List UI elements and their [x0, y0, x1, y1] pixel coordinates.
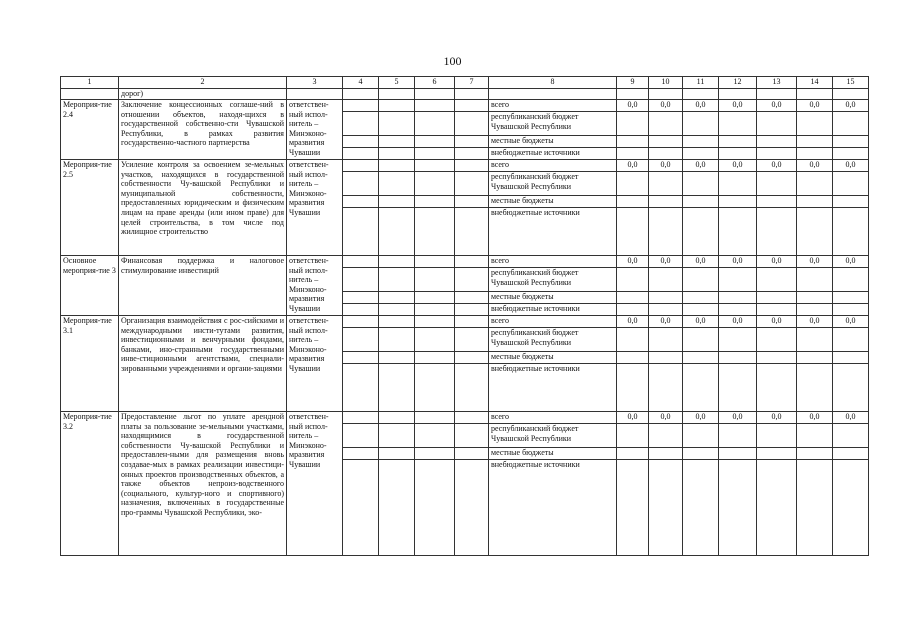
empty-cell	[719, 448, 757, 460]
empty-cell	[617, 328, 649, 352]
empty-cell	[833, 172, 869, 196]
empty-cell	[757, 196, 797, 208]
empty-cell	[343, 352, 379, 364]
empty-cell	[683, 208, 719, 256]
value-cell: 0,0	[683, 316, 719, 328]
empty-cell	[757, 304, 797, 316]
empty-cell	[833, 364, 869, 412]
empty-cell	[683, 112, 719, 136]
empty-cell	[379, 424, 415, 448]
empty-cell	[683, 352, 719, 364]
empty-cell	[415, 148, 455, 160]
empty-cell	[455, 316, 489, 328]
empty-cell	[379, 352, 415, 364]
empty-cell	[649, 448, 683, 460]
empty-cell	[379, 316, 415, 328]
empty-cell	[415, 196, 455, 208]
empty-cell	[455, 268, 489, 292]
measure-name: Заключение концессионных соглаше-ний в отношении объектов, находя-щихся в государственной собственно-сти Чувашской Республики, в рамках развития государственно-частного партнерства	[119, 100, 287, 160]
empty-cell	[343, 100, 379, 112]
empty-cell	[415, 292, 455, 304]
measure-name: Предоставление льгот по уплате арендной платы за пользование зе-мельными участками, находящимися в государственной собственности Чу-вашской Республики и предоставлен-ными для размещения вновь создавае-мых в рамках реализации инвестици-онных проектов производственных объектов, а также объектов непроиз-водственного (социального, культур-ного и спортивного) назначения, включенных в государственные про-граммы Чувашской Республики, эко-	[119, 412, 287, 556]
empty-cell	[379, 448, 415, 460]
empty-cell	[757, 148, 797, 160]
empty-cell	[343, 136, 379, 148]
empty-cell	[617, 112, 649, 136]
empty-cell	[455, 352, 489, 364]
responsible-executor: ответствен-ный испол-нитель – Минэконо-мразвития Чувашии	[287, 412, 343, 556]
empty-cell	[833, 136, 869, 148]
empty-cell	[683, 364, 719, 412]
empty-cell	[379, 364, 415, 412]
empty-cell	[415, 352, 455, 364]
value-cell: 0,0	[649, 160, 683, 172]
value-cell: 0,0	[757, 412, 797, 424]
funding-source: республиканский бюджет Чувашской Республики	[489, 328, 617, 352]
empty-cell	[649, 208, 683, 256]
empty-cell	[455, 412, 489, 424]
empty-cell	[833, 304, 869, 316]
value-cell: 0,0	[797, 160, 833, 172]
empty-cell	[617, 292, 649, 304]
column-header: 4	[343, 77, 379, 89]
column-header: 1	[61, 77, 119, 89]
empty-cell	[379, 412, 415, 424]
empty-cell	[343, 424, 379, 448]
funding-source: внебюджетные источники	[489, 304, 617, 316]
empty-cell	[833, 448, 869, 460]
empty-cell	[797, 448, 833, 460]
empty-cell	[455, 460, 489, 556]
measure-code: Мероприя-тие 3.2	[61, 412, 119, 556]
empty-cell	[415, 136, 455, 148]
empty-cell	[797, 208, 833, 256]
empty-cell	[455, 424, 489, 448]
empty-cell	[379, 256, 415, 268]
empty-cell	[649, 196, 683, 208]
funding-source: местные бюджеты	[489, 448, 617, 460]
empty-cell	[649, 304, 683, 316]
page-number: 100	[443, 54, 462, 68]
empty-cell	[617, 364, 649, 412]
empty-cell	[415, 256, 455, 268]
empty-cell	[455, 100, 489, 112]
empty-cell	[379, 196, 415, 208]
empty-cell	[455, 328, 489, 352]
empty-cell	[757, 136, 797, 148]
empty-cell	[343, 112, 379, 136]
empty-cell	[343, 196, 379, 208]
empty-cell	[719, 196, 757, 208]
value-cell: 0,0	[617, 412, 649, 424]
table-row	[61, 316, 869, 328]
empty-cell	[757, 172, 797, 196]
measure-name: Усиление контроля за освоением зе-мельных участков, находящихся в государственной собственности Чу-вашской Республики и муниципальной собственности, предоставленных юридическим и физическим лицам на праве аренды (или ином праве) для целей строительства, в том числе под жилищное строительство	[119, 160, 287, 256]
value-cell: 0,0	[797, 100, 833, 112]
empty-cell	[833, 148, 869, 160]
empty-cell	[833, 268, 869, 292]
empty-cell	[415, 208, 455, 256]
empty-cell	[379, 160, 415, 172]
empty-cell	[343, 460, 379, 556]
empty-cell	[797, 424, 833, 448]
empty-cell	[343, 268, 379, 292]
empty-cell	[683, 304, 719, 316]
measure-name: Финансовая поддержка и налоговое стимулирование инвестиций	[119, 256, 287, 316]
empty-cell	[833, 328, 869, 352]
value-cell: 0,0	[719, 100, 757, 112]
empty-cell	[757, 268, 797, 292]
funding-source: республиканский бюджет Чувашской Республики	[489, 172, 617, 196]
empty-cell	[757, 208, 797, 256]
empty-cell	[415, 460, 455, 556]
empty-cell	[455, 304, 489, 316]
empty-cell	[455, 112, 489, 136]
empty-cell	[683, 172, 719, 196]
empty-cell	[719, 292, 757, 304]
empty-cell	[797, 352, 833, 364]
responsible-executor: ответствен-ный испол-нитель – Минэконо-мразвития Чувашии	[287, 316, 343, 412]
empty-cell	[719, 112, 757, 136]
empty-cell	[649, 172, 683, 196]
empty-cell	[415, 100, 455, 112]
empty-cell	[617, 460, 649, 556]
table-row	[61, 256, 869, 268]
value-cell: 0,0	[617, 100, 649, 112]
empty-cell	[757, 112, 797, 136]
empty-cell	[617, 148, 649, 160]
empty-cell	[797, 148, 833, 160]
column-header: 12	[719, 77, 757, 89]
value-cell: 0,0	[683, 256, 719, 268]
value-cell: 0,0	[833, 256, 869, 268]
empty-cell	[757, 292, 797, 304]
empty-cell	[415, 316, 455, 328]
measure-code: Мероприя-тие 2.4	[61, 100, 119, 160]
funding-source: всего	[489, 100, 617, 112]
funding-source: республиканский бюджет Чувашской Республики	[489, 112, 617, 136]
empty-cell	[617, 136, 649, 148]
empty-cell	[455, 148, 489, 160]
empty-cell	[757, 328, 797, 352]
empty-cell	[455, 292, 489, 304]
empty-cell	[797, 136, 833, 148]
empty-cell	[617, 208, 649, 256]
column-header: 6	[415, 77, 455, 89]
funding-source: республиканский бюджет Чувашской Республики	[489, 424, 617, 448]
empty-cell	[683, 196, 719, 208]
empty-cell	[343, 208, 379, 256]
column-header: 3	[287, 77, 343, 89]
value-cell: 0,0	[833, 100, 869, 112]
funding-source: внебюджетные источники	[489, 460, 617, 556]
funding-source: всего	[489, 412, 617, 424]
empty-cell	[343, 364, 379, 412]
empty-cell	[415, 364, 455, 412]
empty-cell	[617, 424, 649, 448]
empty-cell	[797, 364, 833, 412]
column-header: 7	[455, 77, 489, 89]
value-cell: 0,0	[719, 316, 757, 328]
empty-cell	[719, 328, 757, 352]
empty-cell	[415, 268, 455, 292]
empty-cell	[343, 148, 379, 160]
column-header: 2	[119, 77, 287, 89]
funding-source: внебюджетные источники	[489, 208, 617, 256]
empty-cell	[683, 328, 719, 352]
empty-cell	[719, 172, 757, 196]
empty-cell	[617, 196, 649, 208]
empty-cell	[833, 112, 869, 136]
empty-cell	[649, 112, 683, 136]
value-cell: 0,0	[797, 316, 833, 328]
empty-cell	[415, 448, 455, 460]
empty-cell	[343, 412, 379, 424]
table-row	[61, 100, 869, 112]
empty-cell	[379, 304, 415, 316]
funding-source: местные бюджеты	[489, 136, 617, 148]
empty-cell	[649, 292, 683, 304]
value-cell: 0,0	[649, 100, 683, 112]
empty-cell	[797, 196, 833, 208]
empty-cell	[649, 364, 683, 412]
responsible-executor: ответствен-ный испол-нитель – Минэконо-мразвития Чувашии	[287, 256, 343, 316]
measure-code: Мероприя-тие 3.1	[61, 316, 119, 412]
program-table	[60, 76, 869, 556]
empty-cell	[415, 412, 455, 424]
empty-cell	[833, 424, 869, 448]
empty-cell	[683, 292, 719, 304]
empty-cell	[797, 328, 833, 352]
empty-cell	[797, 292, 833, 304]
column-header: 14	[797, 77, 833, 89]
funding-source: местные бюджеты	[489, 292, 617, 304]
empty-cell	[833, 460, 869, 556]
value-cell: 0,0	[833, 412, 869, 424]
value-cell: 0,0	[797, 412, 833, 424]
empty-cell	[379, 268, 415, 292]
empty-cell	[683, 460, 719, 556]
empty-cell	[683, 136, 719, 148]
empty-cell	[649, 424, 683, 448]
funding-source: всего	[489, 160, 617, 172]
empty-cell	[455, 364, 489, 412]
empty-cell	[833, 208, 869, 256]
empty-cell	[719, 352, 757, 364]
continuation-row	[61, 89, 869, 100]
empty-cell	[649, 268, 683, 292]
empty-cell	[719, 136, 757, 148]
empty-cell	[343, 316, 379, 328]
table-row	[61, 412, 869, 424]
value-cell: 0,0	[617, 160, 649, 172]
column-header: 10	[649, 77, 683, 89]
empty-cell	[379, 112, 415, 136]
value-cell: 0,0	[833, 316, 869, 328]
empty-cell	[757, 424, 797, 448]
value-cell: 0,0	[757, 316, 797, 328]
table-row	[61, 160, 869, 172]
value-cell: 0,0	[617, 256, 649, 268]
empty-cell	[379, 172, 415, 196]
empty-cell	[455, 160, 489, 172]
column-header: 15	[833, 77, 869, 89]
value-cell: 0,0	[719, 412, 757, 424]
empty-cell	[343, 256, 379, 268]
value-cell: 0,0	[757, 256, 797, 268]
value-cell: 0,0	[649, 256, 683, 268]
empty-cell	[719, 148, 757, 160]
funding-source: всего	[489, 316, 617, 328]
empty-cell	[719, 208, 757, 256]
value-cell: 0,0	[719, 160, 757, 172]
empty-cell	[683, 268, 719, 292]
empty-cell	[649, 460, 683, 556]
value-cell: 0,0	[683, 412, 719, 424]
empty-cell	[379, 328, 415, 352]
empty-cell	[617, 268, 649, 292]
empty-cell	[343, 160, 379, 172]
empty-cell	[797, 304, 833, 316]
empty-cell	[757, 364, 797, 412]
empty-cell	[617, 448, 649, 460]
funding-source: местные бюджеты	[489, 352, 617, 364]
empty-cell	[343, 292, 379, 304]
empty-cell	[617, 304, 649, 316]
header-row	[61, 77, 869, 89]
empty-cell	[343, 328, 379, 352]
responsible-executor: ответствен-ный испол-нитель – Минэконо-мразвития Чувашии	[287, 160, 343, 256]
empty-cell	[719, 460, 757, 556]
empty-cell	[379, 292, 415, 304]
empty-cell	[797, 460, 833, 556]
value-cell: 0,0	[683, 100, 719, 112]
empty-cell	[683, 424, 719, 448]
empty-cell	[455, 448, 489, 460]
funding-source: местные бюджеты	[489, 196, 617, 208]
value-cell: 0,0	[757, 160, 797, 172]
measure-code: Мероприя-тие 2.5	[61, 160, 119, 256]
empty-cell	[757, 352, 797, 364]
funding-source: всего	[489, 256, 617, 268]
value-cell: 0,0	[719, 256, 757, 268]
empty-cell	[415, 328, 455, 352]
empty-cell	[833, 352, 869, 364]
empty-cell	[455, 256, 489, 268]
value-cell: 0,0	[797, 256, 833, 268]
value-cell: 0,0	[757, 100, 797, 112]
empty-cell	[649, 328, 683, 352]
empty-cell	[719, 364, 757, 412]
empty-cell	[379, 148, 415, 160]
empty-cell	[455, 172, 489, 196]
empty-cell	[797, 268, 833, 292]
empty-cell	[343, 304, 379, 316]
empty-cell	[343, 448, 379, 460]
value-cell: 0,0	[649, 412, 683, 424]
empty-cell	[649, 352, 683, 364]
empty-cell	[415, 304, 455, 316]
empty-cell	[797, 112, 833, 136]
empty-cell	[455, 136, 489, 148]
continuation-text: дорог)	[119, 89, 287, 100]
empty-cell	[649, 148, 683, 160]
empty-cell	[719, 268, 757, 292]
empty-cell	[343, 172, 379, 196]
column-header: 13	[757, 77, 797, 89]
measure-code: Основное мероприя-тие 3	[61, 256, 119, 316]
empty-cell	[415, 172, 455, 196]
empty-cell	[683, 148, 719, 160]
empty-cell	[683, 448, 719, 460]
value-cell: 0,0	[617, 316, 649, 328]
funding-source: внебюджетные источники	[489, 364, 617, 412]
empty-cell	[757, 448, 797, 460]
column-header: 11	[683, 77, 719, 89]
column-header: 9	[617, 77, 649, 89]
measure-name: Организация взаимодействия с рос-сийскими и международными инсти-тутами развития, инвестиционными и венчурными фондами, банками, ино-странными государственными инве-стиционными агентствами, специали-зированными учреждениями и органи-зациями	[119, 316, 287, 412]
empty-cell	[797, 172, 833, 196]
empty-cell	[617, 172, 649, 196]
empty-cell	[415, 112, 455, 136]
empty-cell	[833, 196, 869, 208]
empty-cell	[455, 208, 489, 256]
value-cell: 0,0	[683, 160, 719, 172]
column-header: 5	[379, 77, 415, 89]
empty-cell	[757, 460, 797, 556]
empty-cell	[379, 136, 415, 148]
responsible-executor: ответствен-ный испол-нитель – Минэконо-мразвития Чувашии	[287, 100, 343, 160]
empty-cell	[415, 160, 455, 172]
empty-cell	[833, 292, 869, 304]
empty-cell	[415, 424, 455, 448]
column-header: 8	[489, 77, 617, 89]
funding-source: внебюджетные источники	[489, 148, 617, 160]
empty-cell	[455, 196, 489, 208]
value-cell: 0,0	[649, 316, 683, 328]
empty-cell	[379, 460, 415, 556]
empty-cell	[719, 304, 757, 316]
empty-cell	[379, 100, 415, 112]
empty-cell	[719, 424, 757, 448]
empty-cell	[617, 352, 649, 364]
empty-cell	[379, 208, 415, 256]
empty-cell	[649, 136, 683, 148]
value-cell: 0,0	[833, 160, 869, 172]
funding-source: республиканский бюджет Чувашской Республики	[489, 268, 617, 292]
